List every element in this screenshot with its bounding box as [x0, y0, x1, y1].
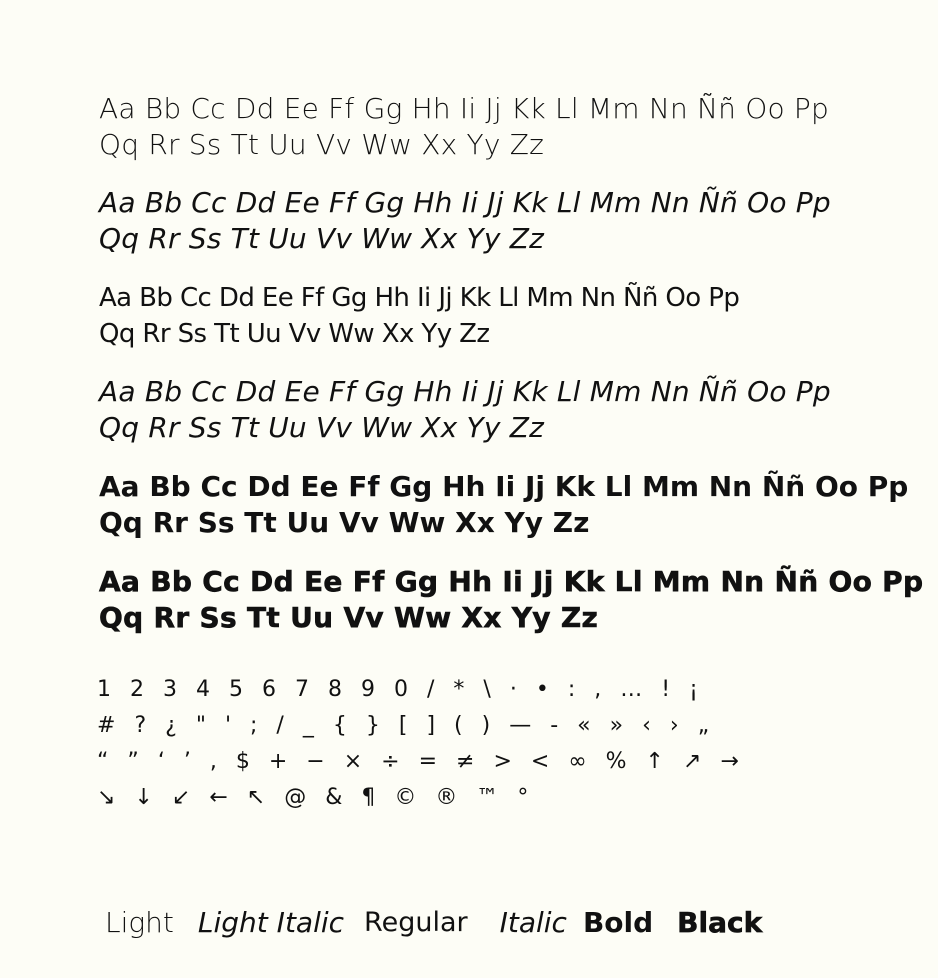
light-italic-sample-line-1: Aa Bb Cc Dd Ee Ff Gg Hh Ii Jj Kk Ll Mm Nn Ññ Oo Pp — [99, 186, 831, 219]
light-italic-sample — [99, 185, 831, 257]
glyph: ↓ — [134, 785, 153, 810]
light-sample — [99, 91, 829, 163]
glyph: # — [97, 713, 116, 738]
glyph: — — [509, 713, 532, 738]
bold-sample — [99, 469, 908, 541]
weight-light-label: Light — [105, 906, 174, 939]
glyph: , — [209, 749, 217, 774]
glyph: ÷ — [381, 749, 400, 774]
glyph: / — [427, 677, 435, 702]
weight-regular-label: Regular — [364, 907, 468, 938]
glyph: ↗ — [682, 749, 702, 774]
glyph: + — [268, 749, 288, 774]
glyph: ∞ — [568, 749, 587, 774]
glyph: % — [605, 749, 627, 774]
glyph-row — [97, 744, 758, 780]
glyph: \ — [483, 677, 491, 702]
glyph: $ — [235, 749, 250, 774]
glyph: ( — [454, 713, 463, 738]
glyph: 8 — [328, 677, 342, 702]
glyph: » — [609, 713, 624, 738]
glyph: ! — [661, 677, 671, 702]
black-sample-line-1: Aa Bb Cc Dd Ee Ff Gg Hh Ii Jj Kk Ll Mm Nn Ññ Oo Pp — [99, 565, 924, 598]
glyph: ” — [127, 749, 139, 774]
weight-legend — [105, 903, 762, 943]
weight-black-label: Black — [677, 906, 763, 939]
glyph: ¿ — [165, 713, 177, 738]
glyph: • — [535, 677, 549, 702]
glyph: 3 — [163, 677, 177, 702]
glyph: “ — [97, 749, 109, 774]
bold-sample-line-1: Aa Bb Cc Dd Ee Ff Gg Hh Ii Jj Kk Ll Mm Nn Ññ Oo Pp — [99, 470, 909, 503]
glyph: ↘ — [97, 785, 116, 810]
glyph: { — [332, 713, 347, 738]
glyph: ↙ — [171, 785, 191, 810]
weight-bold-label: Bold — [582, 906, 654, 939]
glyph: ) — [481, 713, 491, 738]
glyph: < — [530, 749, 550, 774]
glyph: @ — [284, 785, 307, 810]
glyph: - — [550, 713, 559, 738]
glyph-row — [97, 708, 758, 744]
glyph-set — [97, 672, 758, 816]
regular-sample-line-1: Aa Bb Cc Dd Ee Ff Gg Hh Ii Jj Kk Ll Mm Nn Ññ Oo Pp — [99, 283, 740, 313]
glyph: « — [577, 713, 591, 738]
glyph: ≠ — [456, 749, 475, 774]
glyph: _ — [302, 713, 314, 738]
glyph: ; — [250, 713, 258, 738]
glyph: ↖ — [246, 785, 266, 810]
glyph: ¶ — [361, 785, 376, 810]
glyph: 6 — [262, 677, 276, 702]
glyph: / — [276, 713, 284, 738]
glyph: ‹ — [642, 713, 651, 738]
glyph: 1 — [97, 677, 111, 702]
regular-sample-line-2: Qq Rr Ss Tt Uu Vv Ww Xx Yy Zz — [99, 319, 490, 349]
glyph: " — [195, 713, 206, 738]
glyph: ¡ — [689, 677, 698, 702]
regular-sample — [99, 280, 739, 352]
glyph-row — [97, 672, 758, 708]
glyph: › — [669, 713, 679, 738]
black-sample-line-2: Qq Rr Ss Tt Uu Vv Ww Xx Yy Zz — [99, 601, 599, 634]
light-sample-line-2: Qq Rr Ss Tt Uu Vv Ww Xx Yy Zz — [99, 128, 544, 161]
glyph: ™ — [476, 785, 499, 810]
glyph: ° — [517, 785, 529, 810]
glyph: ? — [134, 713, 147, 738]
glyph: ' — [224, 713, 231, 738]
glyph: ← — [209, 785, 228, 810]
italic-sample-line-1: Aa Bb Cc Dd Ee Ff Gg Hh Ii Jj Kk Ll Mm Nn Ññ Oo Pp — [99, 375, 831, 408]
glyph: 5 — [229, 677, 243, 702]
glyph: ] — [426, 713, 436, 738]
italic-sample — [99, 374, 831, 446]
glyph: „ — [697, 713, 710, 738]
glyph: 9 — [361, 677, 375, 702]
glyph: 0 — [394, 677, 408, 702]
glyph: 7 — [295, 677, 309, 702]
glyph: = — [418, 749, 437, 774]
glyph: * — [453, 677, 465, 702]
glyph: 4 — [196, 677, 210, 702]
glyph: , — [594, 677, 602, 702]
glyph: · — [509, 677, 517, 702]
glyph: [ — [398, 713, 408, 738]
glyph: 2 — [130, 677, 144, 702]
glyph: > — [493, 749, 512, 774]
weight-light-italic-label: Light Italic — [197, 906, 345, 939]
glyph: } — [365, 713, 380, 738]
glyph: ↑ — [645, 749, 664, 774]
glyph: © — [394, 785, 417, 810]
glyph-row — [97, 780, 758, 816]
glyph: … — [620, 677, 643, 702]
light-italic-sample-line-2: Qq Rr Ss Tt Uu Vv Ww Xx Yy Zz — [99, 222, 544, 255]
glyph: − — [306, 749, 325, 774]
italic-sample-line-2: Qq Rr Ss Tt Uu Vv Ww Xx Yy Zz — [99, 411, 544, 444]
glyph: ’ — [183, 749, 191, 774]
glyph: : — [567, 677, 576, 702]
glyph: ‘ — [157, 749, 165, 774]
glyph: & — [325, 785, 343, 810]
glyph: × — [343, 749, 363, 774]
light-sample-line-1: Aa Bb Cc Dd Ee Ff Gg Hh Ii Jj Kk Ll Mm Nn Ññ Oo Pp — [99, 92, 829, 125]
glyph: → — [720, 749, 739, 774]
weight-italic-label: Italic — [499, 906, 567, 939]
bold-sample-line-2: Qq Rr Ss Tt Uu Vv Ww Xx Yy Zz — [99, 506, 590, 539]
glyph: ® — [435, 785, 458, 810]
black-sample — [99, 564, 923, 636]
